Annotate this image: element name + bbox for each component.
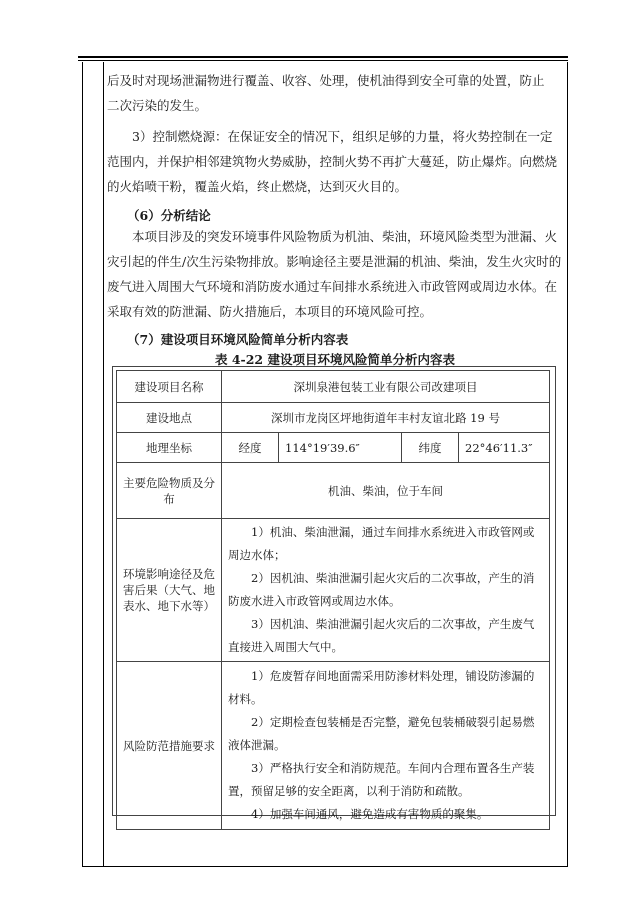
section6-text: 本项目涉及的突发环境事件风险物质为机油、柴油，环境风险类型为泄漏、火灾引起的伴生/次生污染物排放。影响途径主要是泄漏的机油、柴油，发生火灾时的废气进入周围大气环境和消防废水通过车间排水系统进入市政管网或周边水体。在采取有效的防泄漏、防火措施后，本项目的环境风险可控。 — [107, 229, 562, 319]
hazard-label: 主要危险物质及分布 — [117, 463, 222, 519]
continuation-line-1: 后及时对现场泄漏物进行覆盖、收容、处理，使机油得到安全可靠的处置，防止 — [107, 73, 545, 88]
item3-paragraph — [107, 124, 563, 199]
header-rule-thin — [78, 60, 568, 61]
section6-paragraph — [107, 224, 563, 324]
item3-text: 3）控制燃烧源：在保证安全的情况下，组织足够的力量，将火势控制在一定范围内，并保护相邻建筑物火势威胁，控制火势不再扩大蔓延，防止爆炸。向燃烧的火焰喷干粉，覆盖火焰，终止燃烧，达到灭火目的。 — [107, 129, 558, 194]
site-label: 建设地点 — [117, 403, 222, 433]
measure-cell — [222, 662, 550, 830]
frame-divider — [103, 62, 104, 866]
table-row — [117, 371, 550, 403]
name-value: 深圳泉港包装工业有限公司改建项目 — [222, 371, 550, 403]
impact-label: 环境影响途径及危害后果（大气、地表水、地下水等） — [117, 519, 222, 662]
measure-item-4: 4）加强车间通风，避免造成有害物质的聚集。 — [251, 807, 489, 821]
hazard-value: 机油、柴油，位于车间 — [222, 463, 550, 519]
risk-analysis-table — [116, 370, 550, 830]
coord-label: 地理坐标 — [117, 433, 222, 463]
impact-item-1: 1）机油、柴油泄漏，通过车间排水系统进入市政管网或周边水体； — [228, 525, 535, 562]
lon-value: 114°19′39.6″ — [279, 433, 402, 463]
impact-cell — [222, 519, 550, 662]
header-rule-thick — [78, 56, 568, 58]
measure-label: 风险防范措施要求 — [117, 662, 222, 830]
name-label: 建设项目名称 — [117, 371, 222, 403]
impact-item-2: 2）因机油、柴油泄漏引起火灾后的二次事故，产生的消防废水进入市政管网或周边水体。 — [228, 571, 535, 608]
measure-item-1: 1）危废暂存间地面需采用防渗材料处理，铺设防渗漏的材料。 — [228, 669, 535, 706]
table-row — [117, 662, 550, 830]
measure-item-2: 2）定期检查包装桶是否完整，避免包装桶破裂引起易燃液体泄漏。 — [228, 715, 535, 752]
section7-heading: （7）建设项目环境风险简单分析内容表 — [127, 332, 349, 347]
table-row — [117, 403, 550, 433]
table-caption: 表 4-22 建设项目环境风险简单分析内容表 — [215, 352, 455, 367]
section6-heading: （6）分析结论 — [127, 208, 211, 223]
continuation-line-2: 二次污染的发生。 — [107, 98, 208, 113]
table-row — [117, 463, 550, 519]
lat-value: 22°46′11.3″ — [459, 433, 550, 463]
lat-label: 纬度 — [402, 433, 459, 463]
continuation-paragraph — [107, 68, 563, 118]
table-row — [117, 433, 550, 463]
impact-item-3: 3）因机油、柴油泄漏引起火灾后的二次事故，产生废气直接进入周围大气中。 — [228, 617, 535, 654]
lon-label: 经度 — [222, 433, 279, 463]
table-row — [117, 519, 550, 662]
measure-item-3: 3）严格执行安全和消防规范。车间内合理布置各生产装置，预留足够的安全距离，以利于消防和疏散。 — [228, 761, 535, 798]
site-value: 深圳市龙岗区坪地街道年丰村友谊北路 19 号 — [222, 403, 550, 433]
